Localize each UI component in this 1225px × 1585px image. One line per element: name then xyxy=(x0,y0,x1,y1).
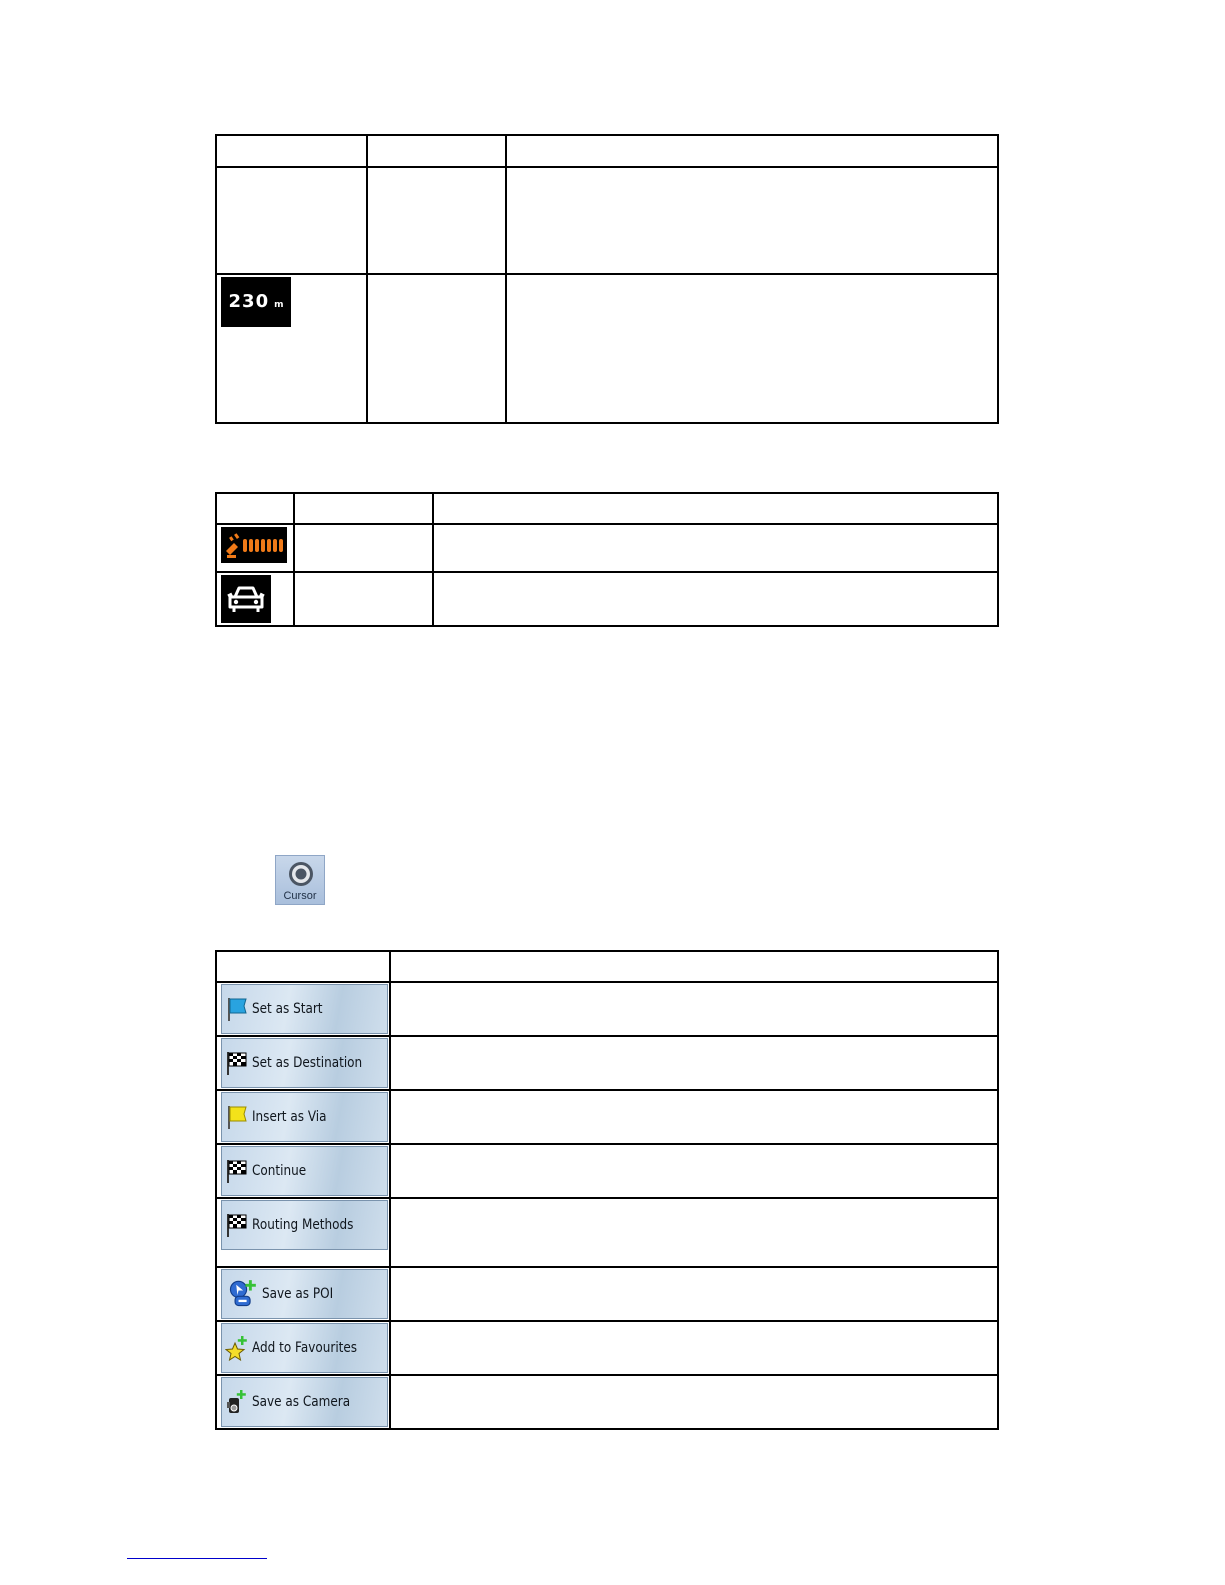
table-row xyxy=(216,572,998,626)
button-label: Insert as Via xyxy=(252,1109,327,1125)
table-row xyxy=(216,167,998,274)
save-as-poi-button[interactable] xyxy=(221,1269,388,1319)
distance-table xyxy=(215,134,999,424)
button-label: Set as Start xyxy=(252,1001,323,1017)
button-label: Save as POI xyxy=(262,1286,334,1302)
poi-add-icon xyxy=(225,1279,259,1309)
gps-signal-icon xyxy=(221,527,287,563)
table-row xyxy=(216,1198,998,1267)
button-label: Add to Favourites xyxy=(252,1340,358,1356)
cursor-button[interactable] xyxy=(275,855,325,905)
yellow-flag-icon xyxy=(225,1104,249,1130)
camera-add-icon xyxy=(225,1389,249,1415)
table-row xyxy=(216,524,998,572)
distance-indicator-icon xyxy=(221,277,291,327)
insert-as-via-button[interactable] xyxy=(221,1092,388,1142)
table-row xyxy=(216,1036,998,1090)
cursor-menu-table xyxy=(215,950,999,1430)
button-label: Save as Camera xyxy=(252,1394,351,1410)
button-label: Routing Methods xyxy=(252,1217,354,1233)
set-as-start-button[interactable] xyxy=(221,984,388,1034)
distance-value: 230 xyxy=(228,291,270,312)
table-header-row xyxy=(216,951,998,982)
routing-methods-button[interactable] xyxy=(221,1200,388,1250)
set-as-destination-button[interactable] xyxy=(221,1038,388,1088)
table-row xyxy=(216,1144,998,1198)
button-label: Set as Destination xyxy=(252,1055,363,1071)
cursor-target-icon xyxy=(288,861,314,887)
table-row xyxy=(216,982,998,1036)
add-to-favourites-button[interactable] xyxy=(221,1323,388,1373)
table-header-row xyxy=(216,135,998,167)
vehicle-car-icon xyxy=(221,575,271,623)
cursor-button-label: Cursor xyxy=(283,890,317,902)
blue-flag-icon xyxy=(225,996,249,1022)
table-row xyxy=(216,274,998,423)
table-row xyxy=(216,1267,998,1321)
distance-unit: m xyxy=(274,300,284,310)
footnote-separator xyxy=(127,1558,267,1559)
save-as-camera-button[interactable] xyxy=(221,1377,388,1427)
table-header-row xyxy=(216,493,998,524)
table-row xyxy=(216,1321,998,1375)
table-row xyxy=(216,1090,998,1144)
continue-button[interactable] xyxy=(221,1146,388,1196)
checkered-flag-icon xyxy=(225,1050,249,1076)
status-icon-table xyxy=(215,492,999,627)
checkered-flag-icon xyxy=(225,1158,249,1184)
star-add-icon xyxy=(225,1335,249,1361)
checkered-flag-icon xyxy=(225,1212,249,1238)
button-label: Continue xyxy=(252,1163,307,1179)
table-row xyxy=(216,1375,998,1429)
